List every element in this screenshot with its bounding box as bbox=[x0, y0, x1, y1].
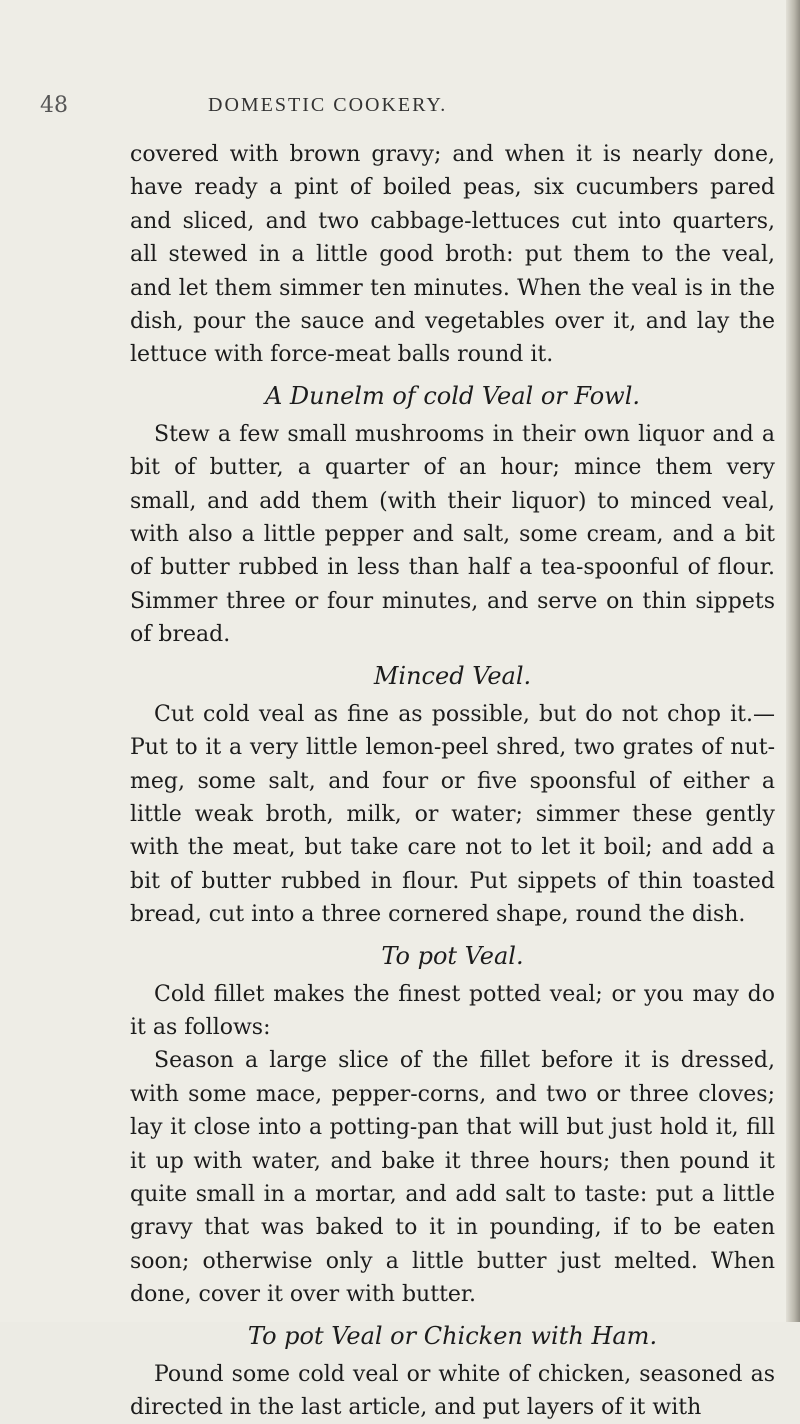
book-spine-shadow bbox=[786, 0, 800, 1322]
section-heading: Minced Veal. bbox=[373, 661, 532, 690]
page-header bbox=[0, 0, 800, 118]
body-text bbox=[130, 138, 775, 1424]
section-heading: A Dunelm of cold Veal or Fowl. bbox=[264, 381, 641, 410]
paragraph: Stew a few small mushrooms in their own liquor and a bit of butter, a quarter of an hour; mince them very small, and add them (with their liquor) to minced veal, with also a little pepper and salt, some cream, and a bit of butter rubbed in less than half a tea-spoonful of flour. Simmer three or four minutes, and serve on thin sippets of bread. bbox=[130, 421, 775, 648]
section-heading: To pot Veal. bbox=[381, 941, 524, 970]
section-heading: To pot Veal or Chicken with Ham. bbox=[247, 1321, 658, 1350]
running-head: DOMESTIC COOKERY. bbox=[208, 94, 448, 116]
paragraph: Cold fillet makes the finest potted veal; or you may do it as follows: bbox=[130, 981, 775, 1040]
page-number: 48 bbox=[40, 93, 68, 118]
paragraph: Pound some cold veal or white of chicken, seasoned as directed in the last article, and put layers of it with bbox=[130, 1361, 775, 1420]
paragraph: Cut cold veal as fine as possible, but do not chop it.— Put to it a very little lemon-peel shred, two grates of nut-meg, some salt, and four or five spoonsful of either a little weak broth, milk, or water; simmer these gently with the meat, but take care not to let it boil; and add a bit of butter rubbed in flour. Put sippets of thin toasted bread, cut into a three cornered shape, round the dish. bbox=[130, 701, 775, 928]
paragraph: covered with brown gravy; and when it is nearly done, have ready a pint of boiled peas, six cucumbers pared and sliced, and two cabbage-lettuces cut into quarters, all stewed in a little good broth: put them to the veal, and let them simmer ten minutes. When the veal is in the dish, pour the sauce and vegetables over it, and lay the lettuce with force-meat balls round it. bbox=[130, 142, 775, 368]
paragraph: Season a large slice of the fillet before it is dressed, with some mace, pepper-corns, and two or three cloves; lay it close into a potting-pan that will but just hold it, fill it up with water, and bake it three hours; then pound it quite small in a mortar, and add salt to taste: put a little gravy that was baked to it in pounding, if to be eaten soon; otherwise only a little butter just melted. When done, cover it over with butter. bbox=[130, 1048, 775, 1308]
